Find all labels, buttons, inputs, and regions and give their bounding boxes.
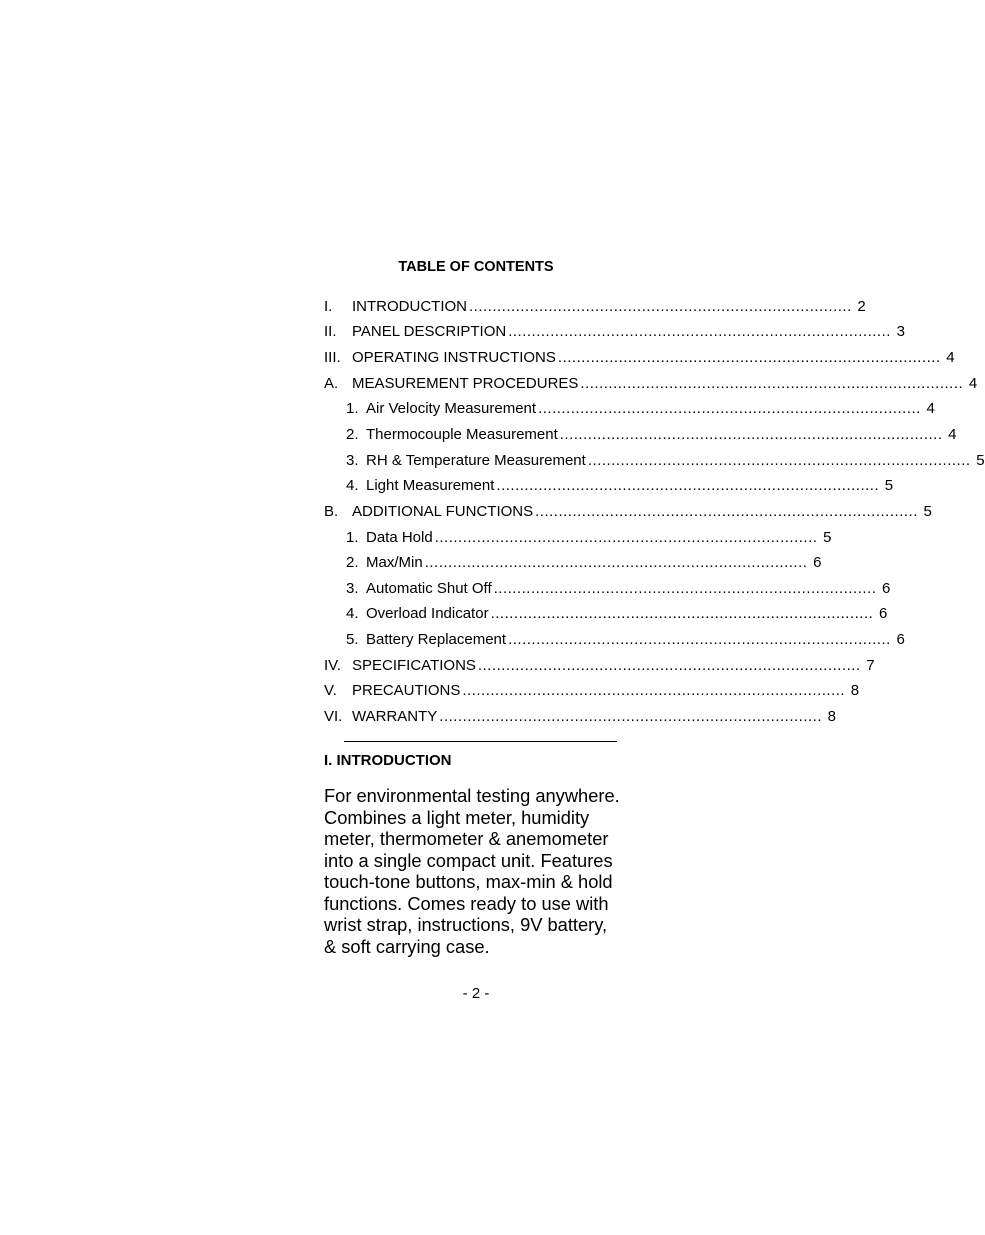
dot-leader: .................................................................................. [434, 529, 818, 546]
toc-entry-max-min[interactable] [346, 553, 822, 573]
toc-entry-label: PANEL DESCRIPTION [352, 323, 507, 340]
toc-entry-overload-indicator[interactable] [346, 604, 888, 624]
section-divider [344, 741, 617, 742]
toc-title: TABLE OF CONTENTS [398, 259, 554, 275]
toc-entry-specifications[interactable] [324, 656, 875, 676]
toc-entry-label: SPECIFICATIONS [352, 657, 476, 674]
dot-leader: .................................................................................. [462, 682, 846, 699]
toc-entry-label: PRECAUTIONS [352, 682, 461, 699]
toc-entry-page: 6 [882, 580, 891, 597]
dot-leader: .................................................................................. [557, 349, 941, 366]
toc-entry-page: 4 [946, 349, 955, 366]
toc-entry-light-measurement[interactable] [346, 476, 894, 496]
toc-entry-number: 3. [346, 452, 359, 469]
toc-entry-page: 5 [923, 503, 932, 520]
toc-entry-air-velocity[interactable] [346, 399, 935, 419]
toc-entry-number: VI. [324, 708, 343, 725]
toc-entry-page: 5 [976, 452, 985, 469]
toc-entry-thermocouple[interactable] [346, 425, 957, 445]
toc-entry-warranty[interactable] [324, 707, 837, 727]
toc-entry-label: ADDITIONAL FUNCTIONS [352, 503, 534, 520]
dot-leader: .................................................................................. [580, 375, 964, 392]
toc-entry-page: 5 [884, 477, 894, 494]
toc-entry-page: 4 [926, 400, 935, 417]
toc-entry-number: A. [324, 375, 339, 392]
dot-leader: .................................................................................. [587, 452, 971, 469]
toc-entry-page: 8 [827, 708, 837, 725]
toc-entry-number: 2. [346, 426, 359, 443]
toc-entry-number: 1. [346, 529, 359, 546]
toc-entry-number: III. [324, 349, 341, 366]
toc-entry-number: II. [324, 323, 337, 340]
dot-leader: .................................................................................. [490, 605, 874, 622]
toc-entry-automatic-shut-off[interactable] [346, 579, 891, 599]
toc-entry-data-hold[interactable] [346, 528, 832, 548]
toc-entry-number: IV. [324, 657, 341, 674]
toc-entry-operating-instructions[interactable] [324, 348, 955, 368]
toc-entry-label: Overload Indicator [366, 605, 489, 622]
dot-leader: .................................................................................. [496, 477, 880, 494]
toc-entry-page: 7 [866, 657, 875, 674]
toc-entry-battery-replacement[interactable] [346, 630, 905, 650]
toc-entry-page: 6 [896, 631, 905, 648]
dot-leader: .................................................................................. [469, 298, 852, 315]
toc-entry-number: 4. [346, 477, 359, 494]
toc-entry-page: 5 [823, 529, 832, 546]
dot-leader: .................................................................................. [493, 580, 877, 597]
toc-entry-label: Data Hold [366, 529, 433, 546]
toc-entry-label: INTRODUCTION [352, 298, 467, 315]
dot-leader: .................................................................................. [439, 708, 823, 725]
toc-entry-number: 5. [346, 631, 359, 648]
toc-entry-additional-functions[interactable] [324, 502, 932, 522]
toc-entry-number: 2. [346, 554, 359, 571]
toc-entry-page: 4 [948, 426, 957, 443]
toc-entry-page: 2 [857, 298, 866, 315]
toc-entry-measurement-procedures[interactable] [324, 374, 978, 394]
toc-entry-precautions[interactable] [324, 681, 860, 701]
page-number: - 2 - [462, 985, 490, 1002]
toc-entry-number: 1. [346, 400, 359, 417]
dot-leader: .................................................................................. [535, 503, 918, 520]
dot-leader: .................................................................................. [424, 554, 808, 571]
toc-entry-page: 8 [850, 682, 860, 699]
toc-entry-label: Thermocouple Measurement [366, 426, 558, 443]
toc-entry-rh-temperature[interactable] [346, 451, 985, 471]
toc-entry-introduction[interactable] [324, 297, 866, 317]
dot-leader: .................................................................................. [538, 400, 921, 417]
introduction-heading: I. INTRODUCTION [324, 752, 452, 769]
toc-entry-number: V. [324, 682, 337, 699]
dot-leader: .................................................................................. [559, 426, 943, 443]
dot-leader: .................................................................................. [508, 631, 891, 648]
toc-entry-number: 3. [346, 580, 359, 597]
toc-entry-number: 4. [346, 605, 359, 622]
toc-entry-label: WARRANTY [352, 708, 438, 725]
dot-leader: .................................................................................. [508, 323, 891, 340]
toc-entry-page: 6 [878, 605, 888, 622]
toc-entry-label: Battery Replacement [366, 631, 507, 648]
introduction-body: For environmental testing anywhere. Combines a light meter, humidity meter, thermometer & anemometer into a single compact unit. Features touch-tone buttons, max-min & hold functions. Comes ready to use with wrist strap, instructions, 9V battery, & soft carrying case. [324, 785, 620, 957]
toc-entry-page: 3 [896, 323, 905, 340]
toc-entry-label: MEASUREMENT PROCEDURES [352, 375, 579, 392]
toc-entry-number: B. [324, 503, 339, 520]
toc-entry-number: I. [324, 298, 333, 315]
toc-entry-label: RH & Temperature Measurement [366, 452, 586, 469]
toc-entry-page: 4 [968, 375, 978, 392]
toc-entry-page: 6 [813, 554, 822, 571]
toc-entry-label: Max/Min [366, 554, 423, 571]
toc-entry-label: OPERATING INSTRUCTIONS [352, 349, 556, 366]
toc-entry-label: Light Measurement [366, 477, 495, 494]
toc-entry-panel-description[interactable] [324, 322, 905, 342]
toc-entry-label: Automatic Shut Off [366, 580, 492, 597]
toc-entry-label: Air Velocity Measurement [366, 400, 537, 417]
dot-leader: .................................................................................. [477, 657, 861, 674]
